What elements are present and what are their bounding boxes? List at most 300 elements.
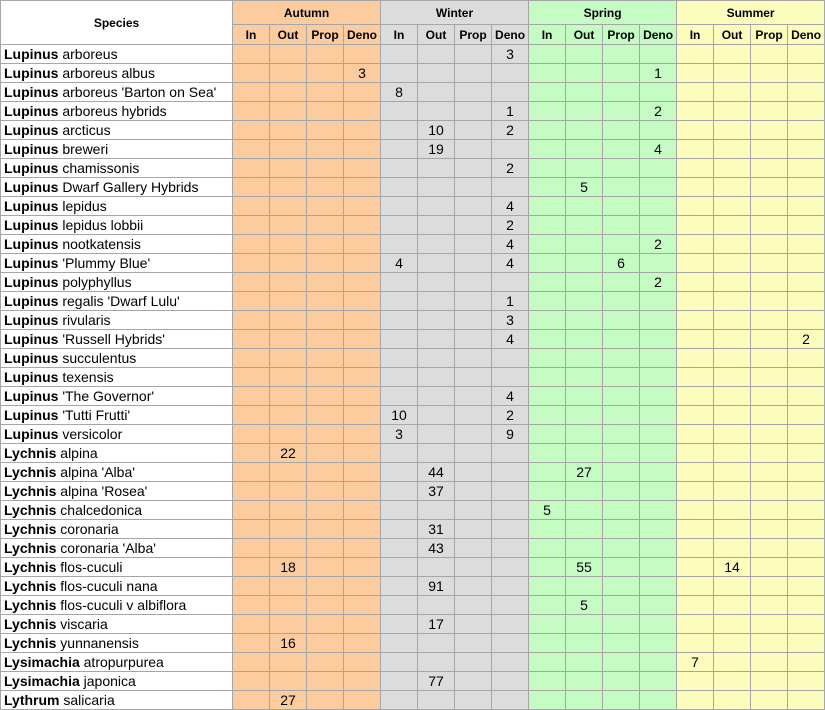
species-name-cell [1, 235, 233, 254]
value-cell-winter-out [418, 330, 455, 349]
species-epithet: 'The Governor' [62, 388, 155, 404]
value-cell-winter-deno [492, 577, 529, 596]
species-epithet: succulentus [62, 350, 137, 366]
value-cell-summer-prop [751, 539, 788, 558]
value-cell-autumn-deno [344, 425, 381, 444]
value-cell-winter-deno [492, 140, 529, 159]
value-cell-autumn-in [233, 311, 270, 330]
value-cell-spring-prop [603, 330, 640, 349]
value-cell-autumn-prop [307, 178, 344, 197]
genus-name: Lupinus [4, 236, 59, 252]
species-epithet: arcticus [62, 122, 111, 138]
species-name-cell [1, 501, 233, 520]
value-cell-winter-prop [455, 311, 492, 330]
subheader-summer-deno: Deno [788, 25, 825, 45]
value-cell-autumn-in [233, 292, 270, 311]
value-cell-summer-prop [751, 216, 788, 235]
value-cell-autumn-out: 22 [270, 444, 307, 463]
value-cell-autumn-deno [344, 520, 381, 539]
species-name-cell [1, 558, 233, 577]
species-name-cell [1, 463, 233, 482]
value-cell-autumn-prop [307, 653, 344, 672]
value-cell-winter-prop [455, 653, 492, 672]
species-epithet: polyphyllus [62, 274, 132, 290]
value-cell-winter-prop [455, 615, 492, 634]
value-cell-winter-deno [492, 596, 529, 615]
value-cell-summer-out [714, 520, 751, 539]
value-cell-winter-out [418, 178, 455, 197]
value-cell-summer-deno [788, 64, 825, 83]
value-cell-autumn-in [233, 83, 270, 102]
value-cell-spring-deno [640, 482, 677, 501]
value-cell-spring-out [566, 254, 603, 273]
subheader-summer-out: Out [714, 25, 751, 45]
value-cell-autumn-out: 18 [270, 558, 307, 577]
species-name-cell [1, 254, 233, 273]
value-cell-summer-prop [751, 254, 788, 273]
value-cell-winter-deno: 1 [492, 292, 529, 311]
value-cell-autumn-deno [344, 653, 381, 672]
value-cell-winter-deno: 2 [492, 406, 529, 425]
subheader-winter-prop: Prop [455, 25, 492, 45]
value-cell-summer-deno [788, 539, 825, 558]
value-cell-summer-in [677, 634, 714, 653]
value-cell-summer-in [677, 539, 714, 558]
value-cell-summer-prop [751, 140, 788, 159]
table-row [1, 577, 825, 596]
value-cell-spring-out [566, 387, 603, 406]
value-cell-summer-prop [751, 178, 788, 197]
value-cell-autumn-out [270, 615, 307, 634]
value-cell-summer-in [677, 140, 714, 159]
value-cell-autumn-deno [344, 539, 381, 558]
value-cell-summer-in [677, 64, 714, 83]
value-cell-winter-out [418, 311, 455, 330]
value-cell-autumn-in [233, 64, 270, 83]
genus-name: Lychnis [4, 578, 57, 594]
value-cell-summer-deno [788, 197, 825, 216]
genus-name: Lupinus [4, 274, 59, 290]
value-cell-autumn-prop [307, 121, 344, 140]
value-cell-spring-in [529, 691, 566, 710]
value-cell-winter-out [418, 558, 455, 577]
value-cell-winter-deno: 2 [492, 121, 529, 140]
value-cell-summer-in [677, 672, 714, 691]
table-row [1, 83, 825, 102]
value-cell-autumn-in [233, 178, 270, 197]
value-cell-winter-prop [455, 463, 492, 482]
value-cell-autumn-in [233, 596, 270, 615]
value-cell-winter-deno: 4 [492, 235, 529, 254]
value-cell-spring-out [566, 140, 603, 159]
value-cell-autumn-in [233, 463, 270, 482]
value-cell-spring-deno [640, 501, 677, 520]
species-epithet: 'Plummy Blue' [62, 255, 151, 271]
table-row [1, 539, 825, 558]
value-cell-autumn-in [233, 349, 270, 368]
value-cell-autumn-out: 27 [270, 691, 307, 710]
subheader-autumn-out: Out [270, 25, 307, 45]
value-cell-winter-prop [455, 520, 492, 539]
value-cell-autumn-out [270, 140, 307, 159]
value-cell-autumn-out: 16 [270, 634, 307, 653]
value-cell-spring-in [529, 615, 566, 634]
value-cell-summer-out [714, 539, 751, 558]
value-cell-autumn-out [270, 102, 307, 121]
value-cell-spring-out [566, 615, 603, 634]
species-name-cell [1, 349, 233, 368]
value-cell-summer-out [714, 425, 751, 444]
value-cell-summer-prop [751, 273, 788, 292]
species-epithet: flos-cuculi nana [60, 578, 158, 594]
value-cell-spring-out [566, 501, 603, 520]
value-cell-spring-deno [640, 539, 677, 558]
value-cell-spring-in [529, 159, 566, 178]
value-cell-winter-in [381, 691, 418, 710]
value-cell-spring-out [566, 425, 603, 444]
value-cell-spring-prop [603, 102, 640, 121]
value-cell-spring-in [529, 672, 566, 691]
value-cell-winter-prop [455, 216, 492, 235]
value-cell-autumn-deno [344, 596, 381, 615]
value-cell-spring-in [529, 444, 566, 463]
value-cell-spring-in [529, 634, 566, 653]
value-cell-summer-in [677, 311, 714, 330]
value-cell-spring-in [529, 83, 566, 102]
value-cell-autumn-deno [344, 311, 381, 330]
species-name-cell [1, 539, 233, 558]
value-cell-winter-in [381, 121, 418, 140]
genus-name: Lythrum [4, 692, 60, 708]
value-cell-autumn-out [270, 596, 307, 615]
value-cell-summer-deno [788, 558, 825, 577]
value-cell-winter-out [418, 425, 455, 444]
table-row [1, 463, 825, 482]
value-cell-winter-out [418, 653, 455, 672]
value-cell-summer-deno [788, 691, 825, 710]
value-cell-summer-out [714, 83, 751, 102]
value-cell-summer-out [714, 653, 751, 672]
species-epithet: flos-cuculi v albiflora [60, 597, 187, 613]
value-cell-spring-prop [603, 140, 640, 159]
value-cell-summer-out [714, 121, 751, 140]
value-cell-spring-in [529, 368, 566, 387]
value-cell-spring-deno [640, 387, 677, 406]
value-cell-winter-deno [492, 444, 529, 463]
value-cell-spring-prop [603, 83, 640, 102]
value-cell-autumn-deno [344, 292, 381, 311]
value-cell-spring-in [529, 235, 566, 254]
value-cell-winter-out: 44 [418, 463, 455, 482]
genus-name: Lychnis [4, 445, 57, 461]
value-cell-spring-out [566, 349, 603, 368]
value-cell-summer-prop [751, 311, 788, 330]
value-cell-summer-in [677, 501, 714, 520]
value-cell-spring-out [566, 330, 603, 349]
value-cell-winter-prop [455, 539, 492, 558]
value-cell-spring-deno [640, 254, 677, 273]
value-cell-autumn-deno [344, 45, 381, 64]
value-cell-spring-prop [603, 672, 640, 691]
genus-name: Lupinus [4, 331, 59, 347]
value-cell-spring-out [566, 102, 603, 121]
value-cell-winter-out [418, 197, 455, 216]
genus-name: Lysimachia [4, 673, 80, 689]
species-name-cell [1, 178, 233, 197]
value-cell-spring-deno: 2 [640, 102, 677, 121]
value-cell-winter-deno: 4 [492, 254, 529, 273]
value-cell-autumn-deno [344, 121, 381, 140]
value-cell-summer-deno [788, 292, 825, 311]
value-cell-spring-in [529, 330, 566, 349]
value-cell-winter-prop [455, 159, 492, 178]
value-cell-spring-in [529, 64, 566, 83]
value-cell-spring-in [529, 596, 566, 615]
table-row [1, 254, 825, 273]
table-row [1, 444, 825, 463]
value-cell-autumn-in [233, 197, 270, 216]
value-cell-winter-out [418, 349, 455, 368]
value-cell-spring-prop [603, 596, 640, 615]
value-cell-winter-prop [455, 64, 492, 83]
genus-name: Lychnis [4, 464, 57, 480]
value-cell-autumn-in [233, 425, 270, 444]
table-row [1, 45, 825, 64]
species-epithet: alpina 'Alba' [60, 464, 135, 480]
value-cell-summer-deno [788, 121, 825, 140]
value-cell-spring-in [529, 463, 566, 482]
value-cell-summer-out [714, 387, 751, 406]
table-row [1, 406, 825, 425]
value-cell-summer-deno [788, 159, 825, 178]
species-epithet: regalis 'Dwarf Lulu' [62, 293, 180, 309]
value-cell-winter-out [418, 691, 455, 710]
value-cell-winter-out: 77 [418, 672, 455, 691]
value-cell-summer-prop [751, 102, 788, 121]
value-cell-spring-out [566, 634, 603, 653]
value-cell-autumn-prop [307, 311, 344, 330]
value-cell-autumn-prop [307, 672, 344, 691]
value-cell-autumn-in [233, 140, 270, 159]
species-epithet: alpina 'Rosea' [60, 483, 148, 499]
value-cell-summer-prop [751, 482, 788, 501]
value-cell-summer-deno [788, 45, 825, 64]
value-cell-winter-prop [455, 178, 492, 197]
species-name-cell [1, 444, 233, 463]
value-cell-spring-prop [603, 197, 640, 216]
value-cell-winter-out [418, 254, 455, 273]
genus-name: Lychnis [4, 616, 57, 632]
value-cell-autumn-deno [344, 463, 381, 482]
value-cell-summer-out [714, 311, 751, 330]
species-name-cell [1, 216, 233, 235]
species-name-cell [1, 387, 233, 406]
value-cell-autumn-out [270, 501, 307, 520]
table-row [1, 311, 825, 330]
value-cell-spring-in [529, 425, 566, 444]
value-cell-winter-prop [455, 596, 492, 615]
value-cell-summer-out [714, 216, 751, 235]
value-cell-winter-deno [492, 653, 529, 672]
value-cell-winter-in [381, 596, 418, 615]
value-cell-autumn-deno [344, 368, 381, 387]
value-cell-winter-in [381, 558, 418, 577]
value-cell-autumn-out [270, 349, 307, 368]
value-cell-spring-deno [640, 520, 677, 539]
value-cell-autumn-prop [307, 64, 344, 83]
value-cell-winter-in [381, 178, 418, 197]
value-cell-spring-prop [603, 520, 640, 539]
value-cell-summer-in [677, 83, 714, 102]
value-cell-winter-deno [492, 463, 529, 482]
species-name-cell [1, 368, 233, 387]
value-cell-spring-prop [603, 311, 640, 330]
value-cell-winter-deno: 3 [492, 311, 529, 330]
value-cell-autumn-deno [344, 216, 381, 235]
value-cell-autumn-out [270, 425, 307, 444]
value-cell-summer-prop [751, 292, 788, 311]
species-epithet: 'Russell Hybrids' [62, 331, 165, 347]
genus-name: Lychnis [4, 521, 57, 537]
genus-name: Lychnis [4, 502, 57, 518]
value-cell-summer-deno [788, 273, 825, 292]
value-cell-autumn-in [233, 501, 270, 520]
value-cell-winter-out [418, 292, 455, 311]
value-cell-spring-prop [603, 577, 640, 596]
value-cell-spring-deno [640, 159, 677, 178]
value-cell-winter-prop [455, 140, 492, 159]
value-cell-winter-deno [492, 634, 529, 653]
value-cell-autumn-prop [307, 501, 344, 520]
value-cell-spring-out: 27 [566, 463, 603, 482]
value-cell-summer-out [714, 349, 751, 368]
value-cell-summer-deno [788, 140, 825, 159]
value-cell-spring-deno [640, 349, 677, 368]
value-cell-spring-out [566, 216, 603, 235]
value-cell-autumn-in [233, 368, 270, 387]
genus-name: Lupinus [4, 312, 59, 328]
value-cell-winter-prop [455, 102, 492, 121]
value-cell-summer-out [714, 102, 751, 121]
value-cell-winter-in [381, 292, 418, 311]
species-epithet: yunnanensis [60, 635, 139, 651]
value-cell-winter-in [381, 653, 418, 672]
value-cell-autumn-out [270, 45, 307, 64]
value-cell-spring-in [529, 273, 566, 292]
value-cell-spring-deno [640, 121, 677, 140]
value-cell-spring-in [529, 197, 566, 216]
subheader-spring-prop: Prop [603, 25, 640, 45]
value-cell-summer-in [677, 102, 714, 121]
value-cell-autumn-deno [344, 102, 381, 121]
value-cell-winter-prop [455, 45, 492, 64]
value-cell-autumn-prop [307, 140, 344, 159]
value-cell-autumn-deno [344, 558, 381, 577]
species-column-header: Species [1, 1, 233, 45]
value-cell-autumn-deno [344, 406, 381, 425]
value-cell-spring-out: 5 [566, 596, 603, 615]
value-cell-spring-out [566, 159, 603, 178]
value-cell-summer-out [714, 254, 751, 273]
value-cell-summer-out [714, 330, 751, 349]
species-name-cell [1, 159, 233, 178]
species-epithet: breweri [62, 141, 109, 157]
value-cell-summer-prop [751, 45, 788, 64]
value-cell-spring-prop [603, 368, 640, 387]
value-cell-summer-prop [751, 596, 788, 615]
species-name-cell [1, 406, 233, 425]
value-cell-spring-prop [603, 45, 640, 64]
value-cell-winter-deno [492, 539, 529, 558]
value-cell-spring-deno [640, 83, 677, 102]
value-cell-autumn-in [233, 406, 270, 425]
value-cell-autumn-out [270, 463, 307, 482]
value-cell-summer-out [714, 501, 751, 520]
value-cell-summer-deno [788, 102, 825, 121]
value-cell-winter-out [418, 45, 455, 64]
value-cell-winter-out [418, 387, 455, 406]
value-cell-autumn-prop [307, 330, 344, 349]
value-cell-winter-in [381, 501, 418, 520]
value-cell-summer-prop [751, 653, 788, 672]
value-cell-summer-in [677, 615, 714, 634]
table-row [1, 634, 825, 653]
value-cell-summer-prop [751, 520, 788, 539]
species-epithet: nootkatensis [62, 236, 141, 252]
value-cell-winter-out: 43 [418, 539, 455, 558]
value-cell-spring-deno: 1 [640, 64, 677, 83]
value-cell-spring-out: 5 [566, 178, 603, 197]
value-cell-spring-in [529, 178, 566, 197]
value-cell-summer-out [714, 691, 751, 710]
value-cell-winter-in [381, 444, 418, 463]
value-cell-summer-out [714, 273, 751, 292]
value-cell-winter-in: 4 [381, 254, 418, 273]
value-cell-autumn-out [270, 178, 307, 197]
value-cell-winter-prop [455, 691, 492, 710]
value-cell-winter-out: 17 [418, 615, 455, 634]
value-cell-spring-prop [603, 235, 640, 254]
species-name-cell [1, 577, 233, 596]
value-cell-spring-out [566, 406, 603, 425]
table-row [1, 330, 825, 349]
species-epithet: alpina [60, 445, 98, 461]
value-cell-summer-in [677, 558, 714, 577]
value-cell-winter-out: 19 [418, 140, 455, 159]
value-cell-spring-deno [640, 615, 677, 634]
value-cell-winter-prop [455, 368, 492, 387]
table-row [1, 653, 825, 672]
value-cell-spring-prop [603, 387, 640, 406]
subheader-spring-deno: Deno [640, 25, 677, 45]
value-cell-spring-out [566, 482, 603, 501]
value-cell-autumn-out [270, 672, 307, 691]
value-cell-autumn-deno [344, 577, 381, 596]
value-cell-autumn-prop [307, 539, 344, 558]
value-cell-spring-in [529, 539, 566, 558]
table-row [1, 691, 825, 710]
value-cell-autumn-prop [307, 691, 344, 710]
table-row [1, 349, 825, 368]
species-epithet: lepidus [62, 198, 107, 214]
table-row [1, 520, 825, 539]
value-cell-autumn-prop [307, 159, 344, 178]
value-cell-autumn-deno [344, 273, 381, 292]
value-cell-winter-out [418, 216, 455, 235]
value-cell-summer-prop [751, 368, 788, 387]
species-epithet: chalcedonica [60, 502, 143, 518]
species-name-cell [1, 653, 233, 672]
